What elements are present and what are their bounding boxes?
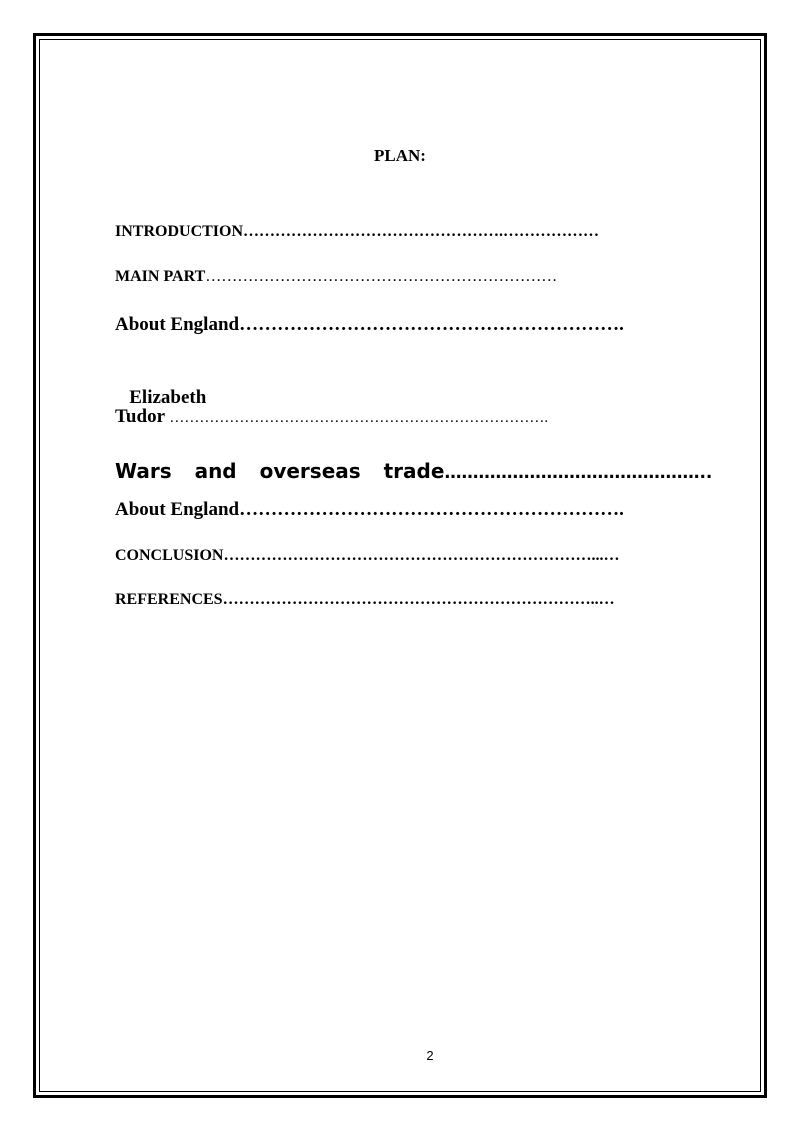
- toc-entry-leader: ………………………………………..: [444, 463, 713, 483]
- toc-entry-leader: …………………………………………………….: [239, 499, 624, 520]
- toc-entry-leader: ……………………………………………………………..…: [222, 591, 615, 608]
- toc-entry-label: Wars and overseas trade: [115, 459, 445, 483]
- toc-entry-elizabeth: [115, 365, 206, 409]
- page-number: 2: [426, 1048, 434, 1063]
- toc-entry-label: INTRODUCTION: [115, 223, 244, 240]
- toc-entry-label: MAIN PART: [115, 268, 206, 285]
- toc-entry-wars-and-overseas-trade: [115, 459, 712, 483]
- toc-entry-label: Tudor: [115, 406, 170, 427]
- toc-entry-conclusion: [115, 547, 619, 565]
- toc-entry-label: Elizabeth: [124, 387, 207, 408]
- toc-entry-main-part: [115, 268, 557, 286]
- page-title: PLAN:: [374, 146, 426, 165]
- toc-entry-about-england-2: [115, 499, 624, 521]
- toc-entry-label: CONCLUSION: [115, 547, 224, 564]
- toc-entry-tudor: [115, 406, 548, 428]
- toc-entry-about-england: [115, 314, 624, 336]
- toc-entry-label: About England: [115, 499, 240, 520]
- toc-entry-leader: ………………………………………….………………: [243, 223, 600, 240]
- toc-entry-leader: …………………………………………………….: [239, 314, 624, 335]
- toc-entry-label: REFERENCES: [115, 591, 223, 608]
- page-border-inner: [39, 39, 761, 1092]
- toc-entry-introduction: [115, 223, 599, 241]
- toc-entry-references: [115, 591, 615, 609]
- toc-entry-leader: …………………………………………………………: [205, 268, 558, 285]
- toc-entry-label: About England: [115, 314, 240, 335]
- toc-entry-leader: ……………………………………………………………...…: [223, 547, 620, 564]
- toc-entry-leader: ………………………………………………………………….: [169, 410, 549, 426]
